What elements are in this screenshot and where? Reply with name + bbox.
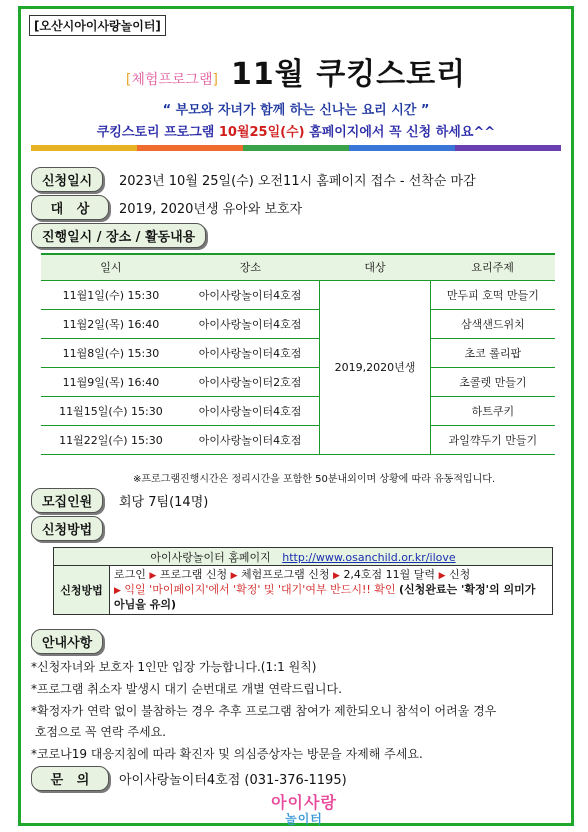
apply-table — [53, 547, 553, 615]
target-text: 2019, 2020년생 유아와 보호자 — [119, 202, 303, 217]
program-type: [체험프로그램] — [125, 72, 218, 88]
info-item: *코로나19 대응지침에 따라 확진자 및 의심증상자는 방문을 자제해 주세요. — [31, 747, 423, 761]
table-row: 11월15일(수) 15:30 아이사랑놀이터4호점 하트쿠키 — [41, 396, 555, 425]
col-place: 장소 — [181, 254, 320, 280]
table-row: 11월2일(목) 16:40 아이사랑놀이터4호점 삼색샌드위치 — [41, 309, 555, 338]
col-date: 일시 — [41, 254, 181, 280]
homepage-link[interactable]: http://www.osanchild.or.kr/ilove — [282, 550, 456, 564]
table-row: 11월22일(수) 15:30 아이사랑놀이터4호점 과일꺅두기 만들기 — [41, 425, 555, 454]
recruit-label: 모집인원 — [31, 488, 103, 513]
col-theme: 요리주제 — [430, 254, 555, 280]
recruit-text: 회당 7팀(14명) — [119, 495, 209, 510]
contact-label: 문 의 — [31, 766, 109, 791]
info-item: *확정자가 연락 없이 불참하는 경우 추후 프로그램 참여가 제한되오니 참석이 어려울 경우 — [31, 704, 497, 718]
info-item: *프로그램 취소자 발생시 대기 순번대로 개별 연락드립니다. — [31, 682, 342, 696]
title-row — [21, 49, 571, 93]
quote: “ 부모와 자녀가 함께 하는 신나는 요리 시간 ” — [162, 103, 430, 118]
color-bar — [31, 145, 561, 151]
apply-label: 신청방법 — [31, 516, 103, 541]
schedule-label: 진행일시 / 장소 / 활동내용 — [31, 223, 206, 248]
brand-logo: 아이사랑 놀이터 — [271, 793, 337, 826]
target-cell: 2019,2020년생 — [320, 280, 430, 454]
info-item: 호점으로 꼭 연락 주세요. — [31, 725, 166, 739]
notice: 쿠킹스토리 프로그램 10월25일(수) 홈페이지에서 꼭 신청 하세요^^ — [96, 125, 496, 140]
info-item: *신청자녀와 보호자 1인만 입장 가능합니다.(1:1 원칙) — [31, 660, 317, 674]
schedule-note: ※프로그램진행시간은 정리시간을 포함한 50분내외이며 상황에 따라 유동적입니다. — [133, 474, 496, 485]
info-label: 안내사항 — [31, 629, 103, 654]
homepage-row: 아이사랑놀이터 홈페이지 http://www.osanchild.or.kr/ilove — [54, 548, 553, 566]
table-row: 11월9일(목) 16:40 아이사랑놀이터2호점 초콜렛 만들기 — [41, 367, 555, 396]
method-desc: 로그인 ▶ 프로그램 신청 ▶ 체험프로그램 신청 ▶ 2,4호점 11월 달력 ▶ 신청 ▶ 익일 '마이페이지'에서 '확정' 및 '대기'여부 반드시!! 확인 (신청완료는 '확정'의 의미가 아님을 유의) — [110, 566, 553, 615]
contact-text: 아이사랑놀이터4호점 (031-376-1195) — [119, 773, 347, 788]
page-title: 11월 쿠킹스토리 — [231, 57, 467, 92]
schedule-table — [41, 253, 555, 455]
poster — [18, 6, 574, 826]
table-row: 11월8일(수) 15:30 아이사랑놀이터4호점 초코 롤리팝 — [41, 338, 555, 367]
target-label: 대 상 — [31, 195, 109, 220]
col-target: 대상 — [320, 254, 430, 280]
registration-label: 신청일시 — [31, 167, 103, 192]
registration-text: 2023년 10월 25일(수) 오전11시 홈페이지 접수 - 선착순 마감 — [119, 174, 476, 189]
table-row: 11월1일(수) 15:30 아이사랑놀이터4호점 2019,2020년생 만두피 호떡 만들기 — [41, 280, 555, 309]
org-tag: [오산시아이사랑놀이터] — [29, 15, 166, 36]
method-label: 신청방법 — [54, 566, 110, 615]
